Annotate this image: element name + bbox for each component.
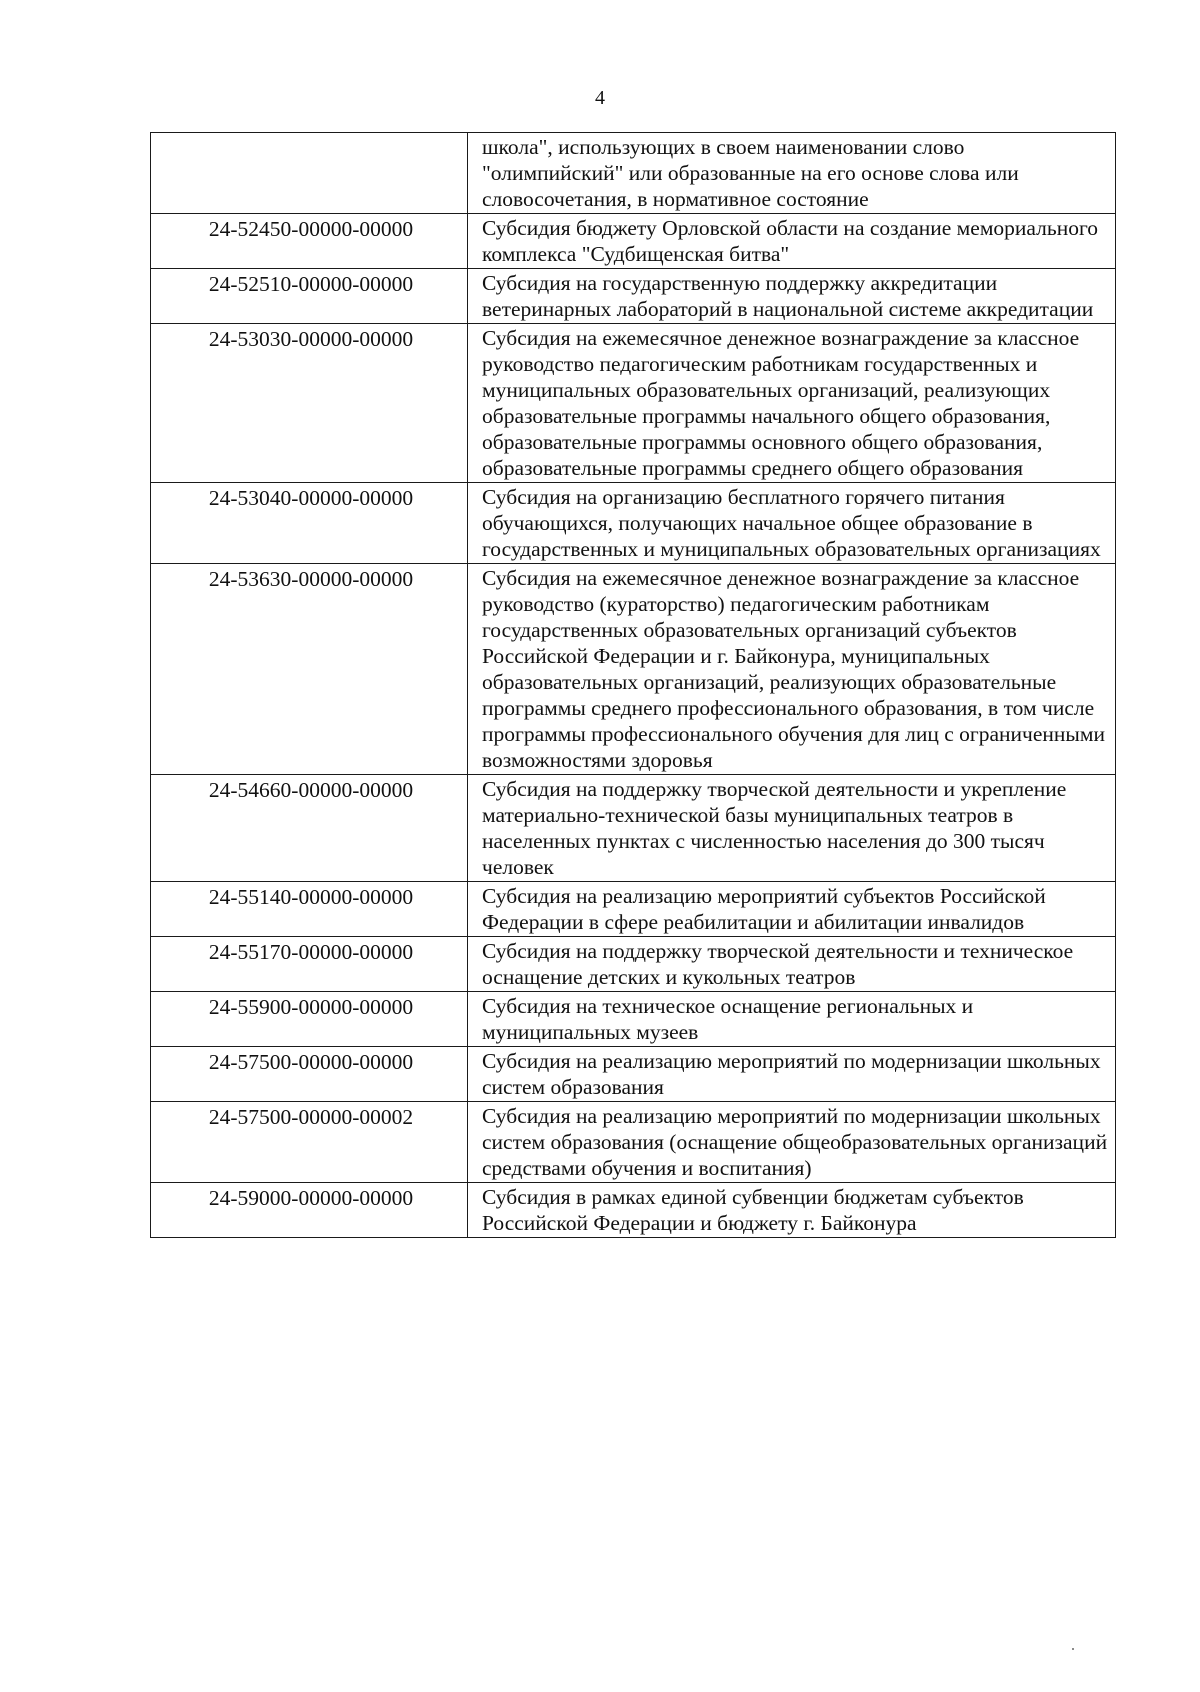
code-cell: 24-53040-00000-00000 <box>151 483 468 564</box>
table-row <box>151 937 1116 992</box>
table-row <box>151 775 1116 882</box>
code-cell: 24-59000-00000-00000 <box>151 1183 468 1238</box>
code-cell: 24-55900-00000-00000 <box>151 992 468 1047</box>
table-row <box>151 882 1116 937</box>
code-cell: 24-53030-00000-00000 <box>151 324 468 483</box>
table-row <box>151 269 1116 324</box>
description-cell: Субсидия на реализацию мероприятий по модернизации школьных систем образования (оснащение общеобразовательных организаций средствами обучения и воспитания) <box>468 1102 1116 1183</box>
scan-speck <box>1072 1648 1074 1650</box>
table-row <box>151 483 1116 564</box>
code-cell <box>151 133 468 214</box>
code-cell: 24-54660-00000-00000 <box>151 775 468 882</box>
table-row <box>151 1047 1116 1102</box>
description-cell: Субсидия на поддержку творческой деятельности и укрепление материально-технической базы муниципальных театров в населенных пунктах с численностью населения до 300 тысяч человек <box>468 775 1116 882</box>
description-cell: Субсидия на поддержку творческой деятельности и техническое оснащение детских и кукольных театров <box>468 937 1116 992</box>
description-cell: Субсидия бюджету Орловской области на создание мемориального комплекса "Судбищенская битва" <box>468 214 1116 269</box>
code-cell: 24-55140-00000-00000 <box>151 882 468 937</box>
description-cell: Субсидия на реализацию мероприятий по модернизации школьных систем образования <box>468 1047 1116 1102</box>
description-cell: Субсидия на реализацию мероприятий субъектов Российской Федерации в сфере реабилитации и абилитации инвалидов <box>468 882 1116 937</box>
code-cell: 24-55170-00000-00000 <box>151 937 468 992</box>
page-number: 4 <box>595 87 605 109</box>
description-cell: Субсидия в рамках единой субвенции бюджетам субъектов Российской Федерации и бюджету г. Байконура <box>468 1183 1116 1238</box>
table-row <box>151 133 1116 214</box>
table-row <box>151 992 1116 1047</box>
table-row <box>151 1102 1116 1183</box>
code-cell: 24-57500-00000-00000 <box>151 1047 468 1102</box>
subsidy-codes-table <box>150 132 1116 1238</box>
code-cell: 24-52450-00000-00000 <box>151 214 468 269</box>
table-row <box>151 214 1116 269</box>
description-cell: Субсидия на техническое оснащение региональных и муниципальных музеев <box>468 992 1116 1047</box>
description-cell: Субсидия на государственную поддержку аккредитации ветеринарных лабораторий в национальной системе аккредитации <box>468 269 1116 324</box>
table-row <box>151 564 1116 775</box>
code-cell: 24-52510-00000-00000 <box>151 269 468 324</box>
description-cell: школа", использующих в своем наименовании слово "олимпийский" или образованные на его основе слова или словосочетания, в нормативное состояние <box>468 133 1116 214</box>
description-cell: Субсидия на организацию бесплатного горячего питания обучающихся, получающих начальное общее образование в государственных и муниципальных образовательных организациях <box>468 483 1116 564</box>
table-row <box>151 324 1116 483</box>
code-cell: 24-57500-00000-00002 <box>151 1102 468 1183</box>
code-cell: 24-53630-00000-00000 <box>151 564 468 775</box>
description-cell: Субсидия на ежемесячное денежное вознаграждение за классное руководство педагогическим работникам государственных и муниципальных образовательных организаций, реализующих образовательные программы начального общего образования, образовательные программы основного общего образования, образовательные программы среднего общего образования <box>468 324 1116 483</box>
description-cell: Субсидия на ежемесячное денежное вознаграждение за классное руководство (кураторство) педагогическим работникам государственных образовательных организаций субъектов Российской Федерации и г. Байконура, муниципальных образовательных организаций, реализующих образовательные программы среднего профессионального образования, в том числе программы профессионального обучения для лиц с ограниченными возможностями здоровья <box>468 564 1116 775</box>
table-row <box>151 1183 1116 1238</box>
